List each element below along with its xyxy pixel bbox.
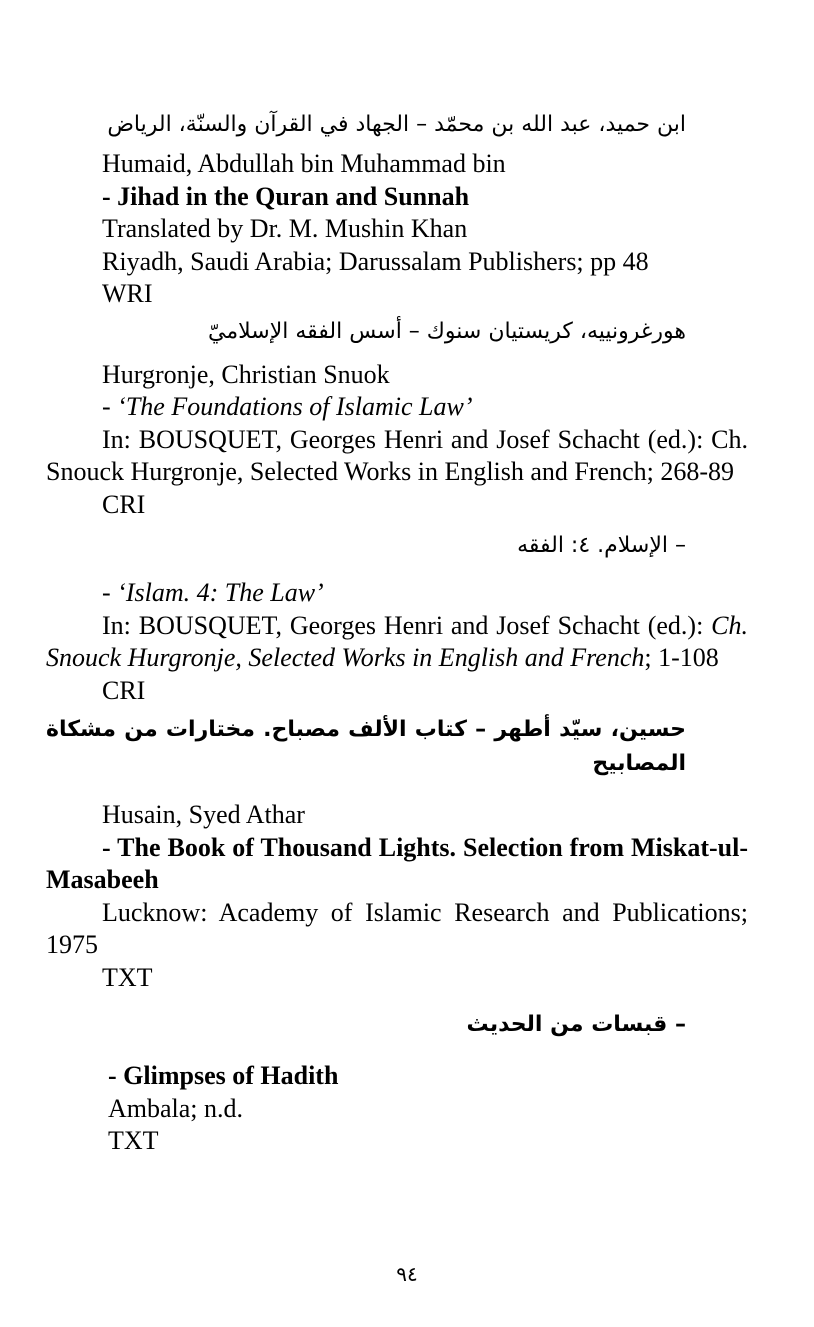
in-prefix: In: BOUSQUET, Georges Henri and Josef Schacht (ed.): (102, 610, 712, 640)
title-line: - ‘Islam. 4: The Law’ (102, 578, 324, 607)
bibliography-entry (46, 1008, 748, 1158)
in-paragraph (46, 610, 748, 675)
in-italic-title: Ch. Snouck Hurgronje, Selected Works in English and French (46, 610, 748, 672)
publication-line: Lucknow: Academy of Islamic Research and Publications; 1975 (46, 897, 748, 959)
title-line: - ‘The Foundations of Islamic Law’ (102, 392, 473, 421)
page-number: ٩٤ (396, 1262, 418, 1286)
arabic-heading: – قبسات من الحديث (466, 1012, 686, 1037)
arabic-heading: هورغرونييه، كريستيان سنوك – أسس الفقه الإسلاميّ (208, 318, 686, 344)
code-line: WRI (102, 279, 153, 308)
publication-line: Ambala; n.d. (108, 1093, 244, 1123)
arabic-heading: حسين، سيّد أطهر – كتاب الألف مصباح. مختارات من مشكاة المصابيح (46, 717, 686, 776)
code-line: CRI (102, 489, 146, 519)
bibliography-entry (46, 108, 748, 311)
in-suffix: ; 1-108 (644, 643, 719, 672)
bibliography-entry (46, 529, 748, 707)
bibliography-entry (46, 713, 748, 994)
code-line: TXT (108, 1126, 159, 1155)
bibliography-entry (46, 315, 748, 522)
arabic-heading: ابن حميد، عبد الله بن محمّد – الجهاد في القرآن والسنّة، الرياض (107, 112, 686, 137)
detail-line: Translated by Dr. M. Mushin Khan (102, 214, 468, 243)
arabic-heading: – الإسلام. ٤: الفقه (517, 533, 686, 558)
bibliography-page (46, 86, 748, 1158)
code-line: CRI (102, 675, 146, 705)
author-line: Humaid, Abdullah bin Muhammad bin (102, 149, 506, 178)
detail-line: Riyadh, Saudi Arabia; Darussalam Publishers; pp 48 (102, 246, 649, 276)
title-line: - The Book of Thousand Lights. Selection from Miskat-ul-Masabeeh (46, 832, 748, 894)
code-line: TXT (102, 962, 153, 992)
in-paragraph: In: BOUSQUET, Georges Henri and Josef Schacht (ed.): Ch. Snouck Hurgronje, Selected Works in English and French; 268-89 (46, 424, 748, 486)
author-line: Husain, Syed Athar (102, 800, 305, 829)
title-line: - Glimpses of Hadith (108, 1061, 339, 1090)
title-line: - Jihad in the Quran and Sunnah (102, 181, 470, 211)
author-line: Hurgronje, Christian Snuok (102, 359, 390, 389)
